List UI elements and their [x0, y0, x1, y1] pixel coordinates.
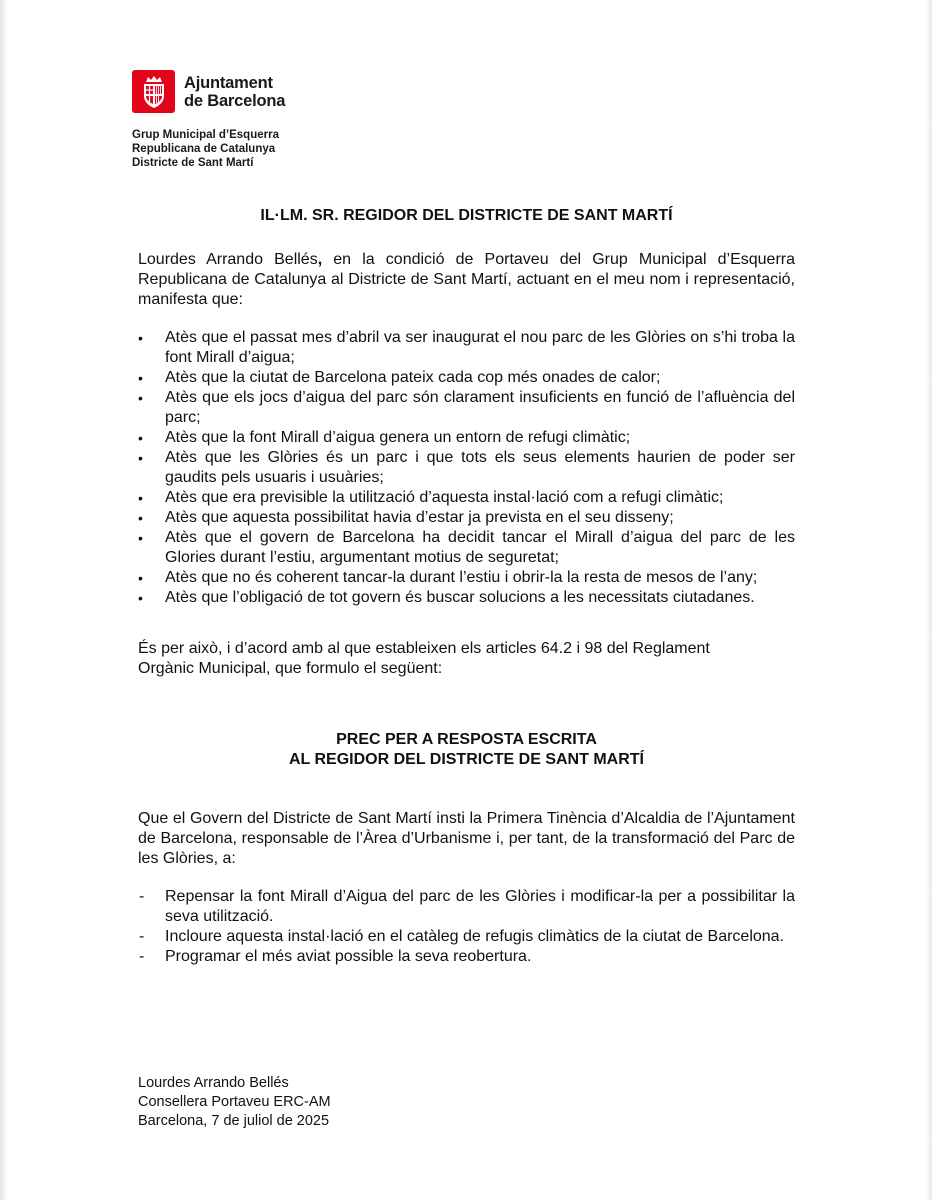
- list-item: - Repensar la font Mirall d’Aigua del parc de les Glòries i modificar-la per a possibilitar la seva utilització.: [138, 887, 795, 927]
- list-item: • Atès que les Glòries és un parc i que tots els seus elements haurien de poder ser gaudits pels usuaris i usuàries;: [138, 448, 795, 488]
- ajuntament-logo: [132, 70, 285, 113]
- list-item: • Atès que era previsible la utilització d’aquesta instal·lació com a refugi climàtic;: [138, 488, 795, 508]
- list-item: • Atès que l’obligació de tot govern és buscar solucions a les necessitats ciutadanes.: [138, 588, 795, 608]
- list-item: • Atès que la font Mirall d’aigua genera un entorn de refugi climàtic;: [138, 428, 795, 448]
- page-edge-left: [0, 0, 8, 1200]
- intro-name: Lourdes Arrando Bellés: [138, 251, 318, 268]
- list-item: • Atès que la ciutat de Barcelona pateix cada cop més onades de calor;: [138, 368, 795, 388]
- requests-list: [138, 887, 795, 967]
- logo-line-1: Ajuntament: [184, 73, 273, 92]
- considerations-list: [138, 328, 795, 608]
- sender-group: [132, 128, 279, 170]
- list-item: • Atès que no és coherent tancar-la durant l’estiu i obrir-la la resta de mesos de l’any;: [138, 568, 795, 588]
- request-intro-paragraph: Que el Govern del Districte de Sant Martí insti la Primera Tinència d’Alcaldia de l’Ajuntament de Barcelona, responsable de l’Àrea d’Urbanisme i, per tant, de la transformació del Parc de les Glòries, a:: [138, 810, 795, 867]
- list-item: • Atès que els jocs d’aigua del parc són clarament insuficients en funció de l’afluència del parc;: [138, 388, 795, 428]
- group-line-2: Republicana de Catalunya: [132, 143, 276, 155]
- signature-role: Consellera Portaveu ERC-AM: [138, 1094, 331, 1110]
- intro-text: en la condició de Portaveu del Grup Municipal d’Esquerra Republicana de Catalunya al Districte de Sant Martí, actuant en el meu nom i representació, manifesta que:: [138, 251, 795, 308]
- signature-date: Barcelona, 7 de juliol de 2025: [138, 1113, 330, 1129]
- intro-comma: ,: [317, 251, 323, 268]
- request-title-line-2: AL REGIDOR DEL DISTRICTE DE SANT MARTÍ: [289, 751, 644, 768]
- page-edge-right: [926, 0, 932, 1200]
- logo-line-2: de Barcelona: [184, 91, 286, 110]
- group-line-1: Grup Municipal d’Esquerra: [132, 129, 279, 141]
- logo-wordmark: [184, 74, 285, 110]
- document-title: IL·LM. SR. REGIDOR DEL DISTRICTE DE SANT MARTÍ: [260, 207, 673, 224]
- list-item: • Atès que aquesta possibilitat havia d’estar ja prevista en el seu disseny;: [138, 508, 795, 528]
- request-title-line-1: PREC PER A RESPOSTA ESCRITA: [336, 731, 597, 748]
- list-item: • Atès que el passat mes d’abril va ser inaugurat el nou parc de les Glòries on s’hi troba la font Mirall d’aigua;: [138, 328, 795, 368]
- list-item: - Programar el més aviat possible la seva reobertura.: [138, 947, 795, 967]
- barcelona-coat-of-arms-icon: [132, 70, 175, 113]
- basis-paragraph: És per això, i d’acord amb al que estableixen els articles 64.2 i 98 del Reglament Orgànic Municipal, que formulo el següent:: [138, 640, 710, 677]
- list-item: • Atès que el govern de Barcelona ha decidit tancar el Mirall d’aigua del parc de les Glories durant l’estiu, argumentant motius de seguretat;: [138, 528, 795, 568]
- signature-block: [138, 1074, 795, 1131]
- intro-paragraph: [138, 250, 795, 310]
- signature-name: Lourdes Arrando Bellés: [138, 1075, 289, 1091]
- group-line-3: Districte de Sant Martí: [132, 157, 254, 169]
- list-item: - Incloure aquesta instal·lació en el catàleg de refugis climàtics de la ciutat de Barcelona.: [138, 927, 795, 947]
